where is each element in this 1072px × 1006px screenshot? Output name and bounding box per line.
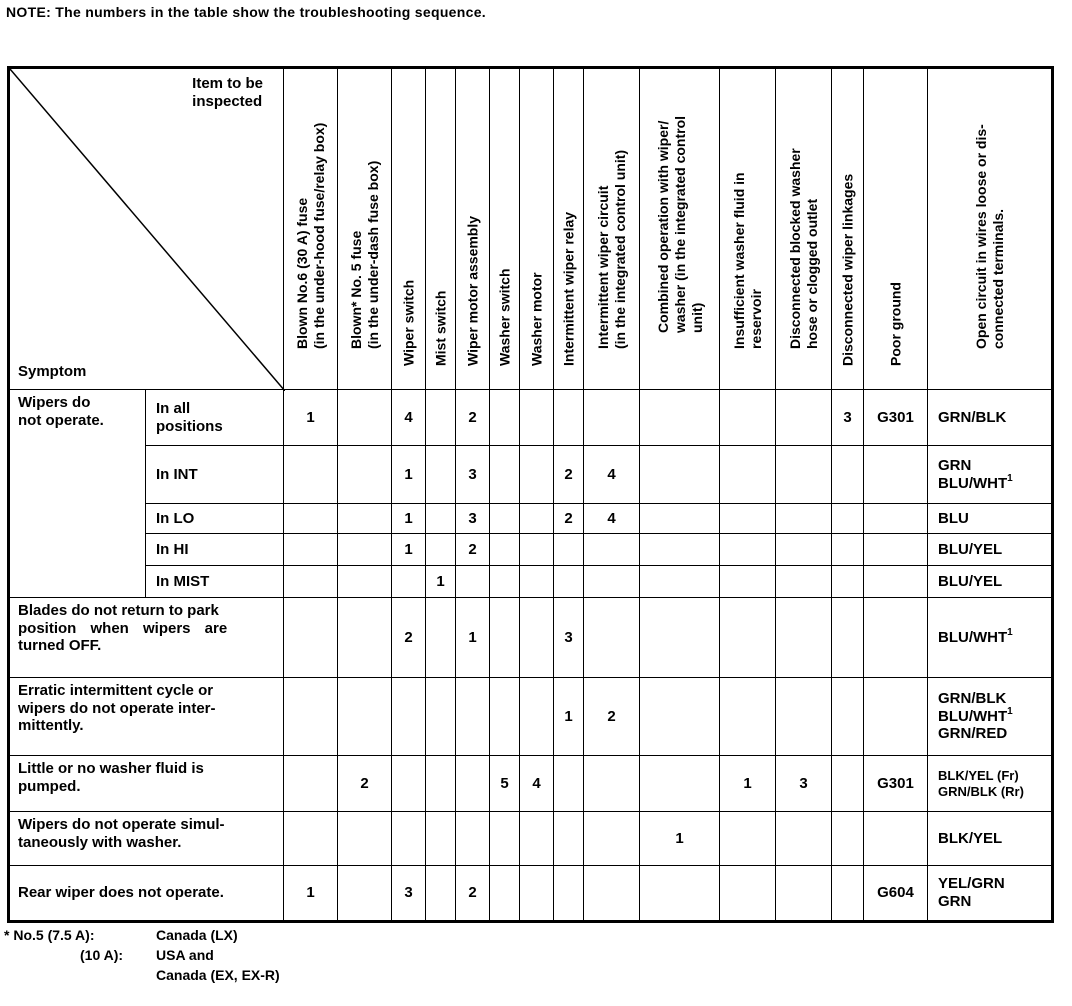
seq-cell: 3 — [456, 504, 490, 534]
seq-cell — [426, 598, 456, 678]
seq-cell — [584, 390, 640, 446]
seq-cell: 2 — [392, 598, 426, 678]
seq-cell — [426, 866, 456, 922]
seq-cell — [554, 566, 584, 598]
seq-cell — [832, 812, 864, 866]
wire-cell: BLK/YEL (Fr) GRN/BLK (Rr) — [928, 756, 1053, 812]
seq-cell — [338, 812, 392, 866]
seq-cell — [776, 678, 832, 756]
col-header-intermittent-wiper-circuit: Intermittent wiper circuit (in the integrated control unit) — [584, 68, 640, 390]
seq-cell — [584, 756, 640, 812]
seq-cell — [490, 534, 520, 566]
col-header-disconnected-washer-hose: Disconnected blocked washer hose or clogged outlet — [776, 68, 832, 390]
seq-cell — [490, 390, 520, 446]
seq-cell — [456, 678, 490, 756]
seq-cell: 4 — [392, 390, 426, 446]
sub-symptom: In LO — [146, 504, 284, 534]
seq-cell — [554, 534, 584, 566]
seq-cell — [392, 756, 426, 812]
seq-cell: 2 — [456, 390, 490, 446]
seq-cell — [640, 566, 720, 598]
seq-cell — [554, 866, 584, 922]
seq-cell — [584, 566, 640, 598]
seq-cell — [776, 534, 832, 566]
item-label-line1: Item to be — [192, 75, 263, 92]
col-header-wiper-motor-assembly: Wiper motor assembly — [456, 68, 490, 390]
seq-cell — [520, 866, 554, 922]
wire-cell: BLU/YEL — [928, 534, 1053, 566]
table-row — [9, 504, 1053, 534]
seq-cell — [284, 504, 338, 534]
ground-cell: G301 — [864, 390, 928, 446]
seq-cell — [720, 678, 776, 756]
symptom-blades-not-returning: Blades do not return to park position when wipers are turned OFF. — [9, 598, 284, 678]
seq-cell — [776, 812, 832, 866]
col-header-combined-operation: Combined operation with wiper/ washer (in the integrated control unit) — [640, 68, 720, 390]
seq-cell — [554, 756, 584, 812]
seq-cell — [490, 598, 520, 678]
seq-cell — [456, 756, 490, 812]
seq-cell — [640, 866, 720, 922]
seq-cell: 2 — [584, 678, 640, 756]
seq-cell — [426, 390, 456, 446]
col-header-wiper-switch: Wiper switch — [392, 68, 426, 390]
seq-cell — [640, 534, 720, 566]
sub-symptom: In INT — [146, 446, 284, 504]
seq-cell — [720, 390, 776, 446]
seq-cell — [456, 812, 490, 866]
seq-cell — [426, 812, 456, 866]
seq-cell — [338, 566, 392, 598]
seq-cell — [720, 598, 776, 678]
seq-cell — [776, 504, 832, 534]
seq-cell: 1 — [392, 534, 426, 566]
col-header-poor-ground: Poor ground — [864, 68, 928, 390]
seq-cell — [720, 866, 776, 922]
seq-cell — [284, 534, 338, 566]
sub-symptom: In all positions — [146, 390, 284, 446]
seq-cell — [640, 390, 720, 446]
seq-cell: 3 — [776, 756, 832, 812]
seq-cell — [338, 678, 392, 756]
seq-cell: 2 — [554, 504, 584, 534]
col-header-insufficient-washer-fluid: Insufficient washer fluid in reservoir — [720, 68, 776, 390]
seq-cell — [520, 566, 554, 598]
seq-cell — [520, 390, 554, 446]
seq-cell: 1 — [392, 446, 426, 504]
seq-cell — [520, 812, 554, 866]
table-row — [9, 812, 1053, 866]
seq-cell — [720, 534, 776, 566]
col-header-mist-switch: Mist switch — [426, 68, 456, 390]
seq-cell — [776, 866, 832, 922]
footnote-mark: 1 — [1007, 626, 1013, 638]
seq-cell — [640, 598, 720, 678]
seq-cell: 4 — [584, 446, 640, 504]
seq-cell — [392, 812, 426, 866]
seq-cell — [456, 566, 490, 598]
seq-cell — [640, 756, 720, 812]
wire-cell: YEL/GRN GRN — [928, 866, 1053, 922]
seq-cell — [832, 866, 864, 922]
seq-cell — [554, 812, 584, 866]
note-text: NOTE: The numbers in the table show the troubleshooting sequence. — [6, 4, 486, 20]
seq-cell: 1 — [284, 390, 338, 446]
col-header-blown-no5-fuse: Blown* No. 5 fuse (in the under-dash fuse box) — [338, 68, 392, 390]
seq-cell — [426, 446, 456, 504]
ground-cell — [864, 446, 928, 504]
seq-cell — [776, 598, 832, 678]
wire-cell: GRN BLU/WHT$^1$ — [928, 446, 1053, 504]
seq-cell — [640, 504, 720, 534]
seq-cell: 1 — [554, 678, 584, 756]
wire-cell: BLK/YEL — [928, 812, 1053, 866]
seq-cell: 3 — [554, 598, 584, 678]
ground-cell: G604 — [864, 866, 928, 922]
seq-cell: 4 — [520, 756, 554, 812]
seq-cell — [520, 446, 554, 504]
symptom-not-simultaneous: Wipers do not operate simul- taneously with washer. — [9, 812, 284, 866]
ground-cell — [864, 598, 928, 678]
seq-cell — [640, 678, 720, 756]
col-header-blown-no6-fuse: Blown No.6 (30 A) fuse (in the under-hood fuse/relay box) — [284, 68, 338, 390]
seq-cell: 1 — [640, 812, 720, 866]
seq-cell — [520, 504, 554, 534]
col-header-disconnected-wiper-linkages: Disconnected wiper linkages — [832, 68, 864, 390]
seq-cell: 3 — [832, 390, 864, 446]
seq-cell — [584, 598, 640, 678]
seq-cell — [832, 566, 864, 598]
header-corner-cell — [9, 68, 284, 390]
seq-cell — [776, 446, 832, 504]
ground-cell — [864, 678, 928, 756]
seq-cell — [338, 598, 392, 678]
footnote-value-1: Canada (LX) — [156, 927, 238, 943]
seq-cell: 2 — [338, 756, 392, 812]
seq-cell — [584, 866, 640, 922]
seq-cell — [284, 678, 338, 756]
ground-cell — [864, 812, 928, 866]
symptom-little-washer-fluid: Little or no washer fluid is pumped. — [9, 756, 284, 812]
seq-cell — [426, 678, 456, 756]
ground-cell: G301 — [864, 756, 928, 812]
seq-cell — [584, 534, 640, 566]
seq-cell: 2 — [554, 446, 584, 504]
seq-cell — [832, 598, 864, 678]
seq-cell — [776, 390, 832, 446]
seq-cell — [490, 566, 520, 598]
symptom-label: Symptom — [18, 363, 87, 381]
seq-cell: 1 — [720, 756, 776, 812]
ground-cell — [864, 566, 928, 598]
seq-cell — [720, 504, 776, 534]
table-row — [9, 756, 1053, 812]
table-row — [9, 446, 1053, 504]
seq-cell: 3 — [456, 446, 490, 504]
seq-cell — [392, 678, 426, 756]
table-row — [9, 598, 1053, 678]
table-row — [9, 678, 1053, 756]
wire-cell: BLU/YEL — [928, 566, 1053, 598]
footnote-value-2: USA and — [156, 947, 214, 963]
col-header-open-circuit: Open circuit in wires loose or dis- connected terminals. — [928, 68, 1053, 390]
seq-cell: 1 — [426, 566, 456, 598]
seq-cell — [426, 534, 456, 566]
seq-cell: 1 — [284, 866, 338, 922]
col-header-intermittent-wiper-relay: Intermittent wiper relay — [554, 68, 584, 390]
seq-cell — [426, 504, 456, 534]
seq-cell — [426, 756, 456, 812]
seq-cell: 1 — [392, 504, 426, 534]
seq-cell — [392, 566, 426, 598]
seq-cell — [284, 812, 338, 866]
table-row — [9, 390, 1053, 446]
wire-cell: GRN/BLK BLU/WHT$^1$ GRN/RED — [928, 678, 1053, 756]
seq-cell: 4 — [584, 504, 640, 534]
ground-cell — [864, 504, 928, 534]
item-to-be-inspected-label — [192, 75, 263, 110]
wire-cell: GRN/BLK — [928, 390, 1053, 446]
wire-cell: BLU/WHT$^1$ — [928, 598, 1053, 678]
symptom-erratic-intermittent: Erratic intermittent cycle or wipers do not operate inter- mittently. — [9, 678, 284, 756]
table-row — [9, 866, 1053, 922]
seq-cell — [284, 598, 338, 678]
seq-cell — [490, 812, 520, 866]
seq-cell — [490, 866, 520, 922]
symptom-rear-wiper: Rear wiper does not operate. — [9, 866, 284, 922]
seq-cell — [776, 566, 832, 598]
seq-cell — [338, 534, 392, 566]
symptom-wipers-do-not-operate: Wipers do not operate. — [9, 390, 146, 598]
seq-cell: 3 — [392, 866, 426, 922]
seq-cell — [832, 504, 864, 534]
item-label-line2: inspected — [192, 92, 263, 110]
seq-cell — [720, 566, 776, 598]
seq-cell — [584, 812, 640, 866]
seq-cell — [284, 566, 338, 598]
seq-cell — [338, 504, 392, 534]
sub-symptom: In MIST — [146, 566, 284, 598]
troubleshooting-table — [7, 66, 1054, 923]
col-header-washer-switch: Washer switch — [490, 68, 520, 390]
table-row — [9, 534, 1053, 566]
seq-cell — [720, 812, 776, 866]
wire-cell: BLU — [928, 504, 1053, 534]
seq-cell — [520, 678, 554, 756]
corner-diagonal — [10, 69, 285, 391]
footnote-mark: 1 — [1007, 705, 1013, 717]
seq-cell — [338, 866, 392, 922]
seq-cell — [284, 446, 338, 504]
seq-cell — [720, 446, 776, 504]
footnote-mark: 1 — [1007, 472, 1013, 484]
seq-cell — [490, 504, 520, 534]
seq-cell: 1 — [456, 598, 490, 678]
seq-cell — [490, 678, 520, 756]
seq-cell: 2 — [456, 534, 490, 566]
seq-cell — [554, 390, 584, 446]
seq-cell — [338, 390, 392, 446]
seq-cell: 5 — [490, 756, 520, 812]
seq-cell — [490, 446, 520, 504]
seq-cell — [520, 598, 554, 678]
seq-cell — [832, 534, 864, 566]
seq-cell — [640, 446, 720, 504]
seq-cell — [832, 678, 864, 756]
table-row — [9, 566, 1053, 598]
footnote-label-1: * No.5 (7.5 A): — [4, 927, 95, 943]
seq-cell — [284, 756, 338, 812]
seq-cell — [338, 446, 392, 504]
sub-symptom: In HI — [146, 534, 284, 566]
ground-cell — [864, 534, 928, 566]
seq-cell — [832, 756, 864, 812]
footnote-label-2: (10 A): — [80, 947, 124, 963]
seq-cell: 2 — [456, 866, 490, 922]
seq-cell — [520, 534, 554, 566]
col-header-washer-motor: Washer motor — [520, 68, 554, 390]
footnote-value-3: Canada (EX, EX-R) — [156, 967, 280, 983]
seq-cell — [832, 446, 864, 504]
